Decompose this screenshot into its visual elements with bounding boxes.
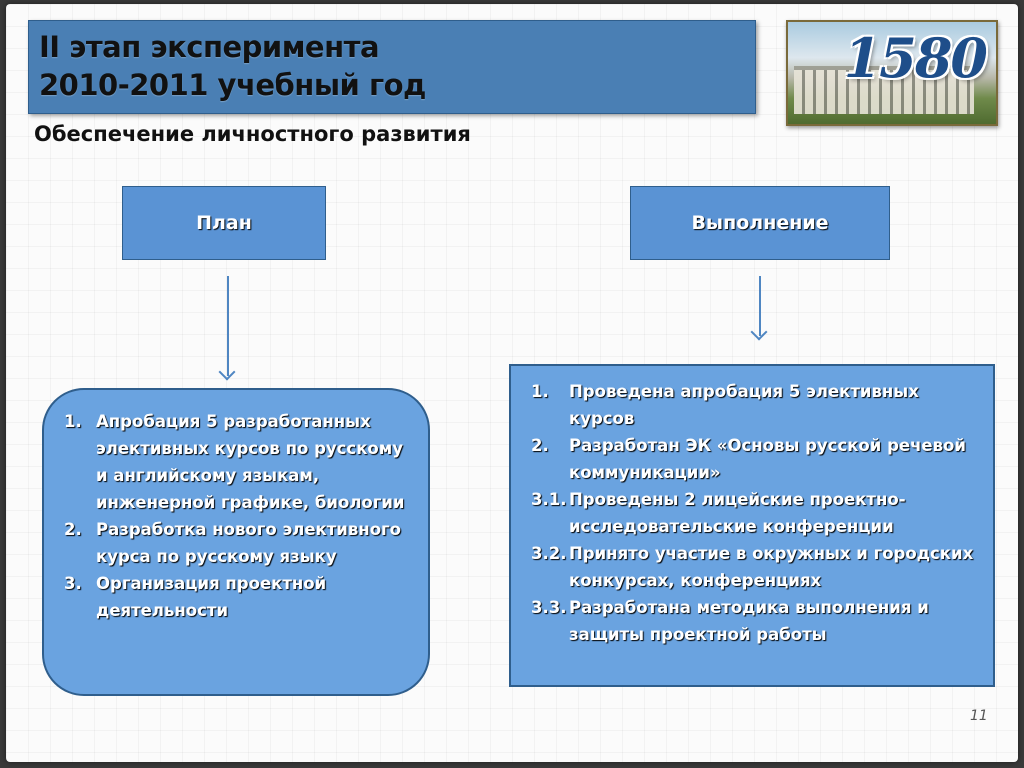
item-number: 2. [64, 520, 82, 539]
subtitle: Обеспечение личностного развития [34, 122, 471, 146]
item-number: 1. [64, 412, 82, 431]
item-number: 1. [531, 382, 549, 401]
item-number: 2. [531, 436, 549, 455]
execution-heading: Выполнение [691, 212, 829, 234]
title-line-1: II этап эксперимента [39, 30, 380, 64]
item-number: 3. [64, 574, 82, 593]
item-text: Организация проектной деятельности [96, 574, 327, 620]
title-line-2: 2010-2011 учебный год [39, 68, 426, 102]
down-arrow-icon [227, 276, 229, 376]
execution-heading-box [630, 186, 890, 260]
school-logo-image [786, 20, 998, 126]
plan-heading-box [122, 186, 326, 260]
execution-list-item [531, 432, 985, 486]
item-number: 3.2. [531, 544, 567, 563]
execution-list-item [531, 378, 985, 432]
plan-list-item [64, 516, 408, 570]
item-text: Разработана методика выполнения и защиты проектной работы [569, 598, 929, 644]
title-bar [28, 20, 756, 114]
execution-list-item [531, 594, 985, 648]
logo-number: 1580 [843, 26, 986, 90]
plan-list-item [64, 408, 408, 516]
execution-list-item [531, 540, 985, 594]
execution-list-item [531, 486, 985, 540]
item-number: 3.3. [531, 598, 567, 617]
item-text: Принято участие в окружных и городских конкурсах, конференциях [569, 544, 974, 590]
down-arrow-icon [759, 276, 761, 336]
page-number: 11 [970, 708, 988, 724]
plan-heading: План [196, 212, 252, 234]
item-text: Проведены 2 лицейские проектно-исследовательские конференции [569, 490, 906, 536]
item-text: Разработан ЭК «Основы русской речевой коммуникации» [569, 436, 966, 482]
item-text: Разработка нового элективного курса по русскому языку [96, 520, 401, 566]
item-number: 3.1. [531, 490, 567, 509]
slide [6, 4, 1018, 762]
item-text: Проведена апробация 5 элективных курсов [569, 382, 919, 428]
execution-list [509, 364, 995, 687]
plan-list-item [64, 570, 408, 624]
plan-list [42, 388, 430, 696]
item-text: Апробация 5 разработанных элективных курсов по русскому и английскому языкам, инженерной графике, биологии [96, 412, 405, 512]
